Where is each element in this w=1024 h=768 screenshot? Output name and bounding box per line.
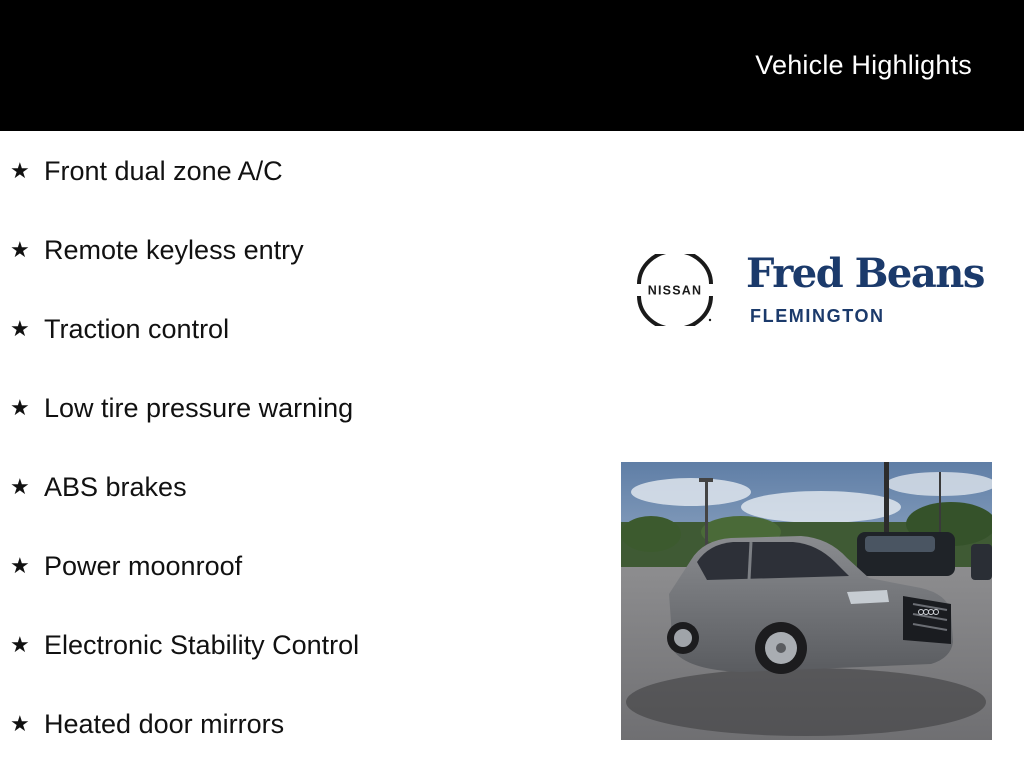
list-item	[10, 385, 570, 464]
page-title: Vehicle Highlights	[755, 50, 972, 80]
star-icon: ★	[10, 632, 30, 657]
feature-label: Power moonroof	[44, 551, 243, 581]
header-bar	[0, 0, 1024, 131]
feature-list	[10, 148, 570, 768]
feature-label: Electronic Stability Control	[44, 630, 360, 660]
feature-label: Heated door mirrors	[44, 709, 285, 739]
nissan-wordmark: NISSAN	[647, 283, 703, 298]
star-icon: ★	[10, 474, 30, 499]
feature-label: Low tire pressure warning	[44, 393, 354, 423]
dealer-location: FLEMINGTON	[750, 306, 885, 326]
feature-label: Traction control	[44, 314, 230, 344]
dealer-name: Fred Beans	[746, 250, 984, 297]
car-photo-icon	[621, 462, 992, 740]
star-icon: ★	[10, 553, 30, 578]
star-icon: ★	[10, 158, 30, 183]
star-icon: ★	[10, 237, 30, 262]
list-item	[10, 148, 570, 227]
star-icon: ★	[10, 711, 30, 736]
list-item	[10, 701, 570, 768]
list-item	[10, 306, 570, 385]
star-icon: ★	[10, 395, 30, 420]
dealer-logo	[630, 246, 990, 336]
star-icon: ★	[10, 316, 30, 341]
list-item	[10, 227, 570, 306]
feature-label: Remote keyless entry	[44, 235, 304, 265]
list-item	[10, 543, 570, 622]
feature-label: Front dual zone A/C	[44, 156, 283, 186]
nissan-logo-icon	[630, 254, 720, 326]
car-photo	[621, 462, 992, 740]
feature-label: ABS brakes	[44, 472, 187, 502]
list-item	[10, 622, 570, 701]
list-item	[10, 464, 570, 543]
